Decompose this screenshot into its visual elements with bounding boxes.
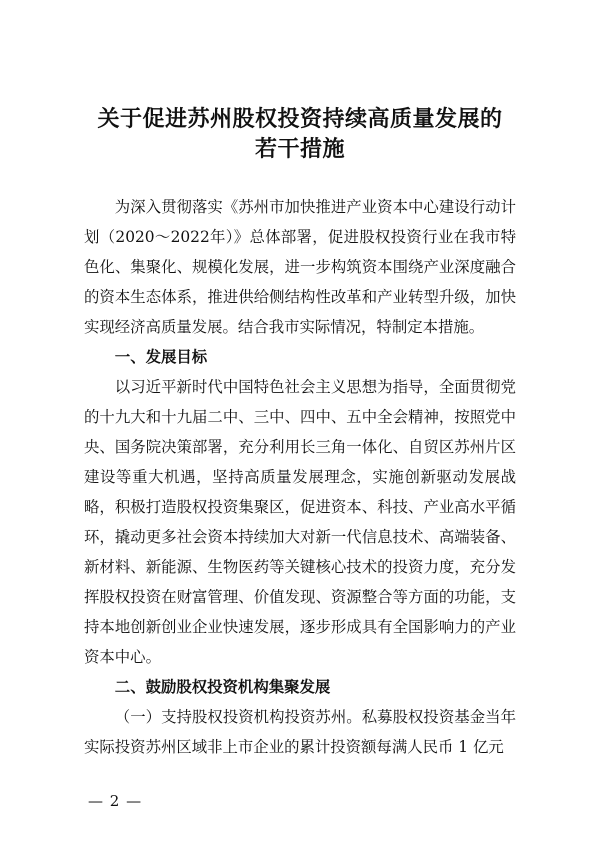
document-title-line-2: 若干措施 xyxy=(254,136,345,162)
document-title-line-1: 关于促进苏州股权投资持续高质量发展的 xyxy=(97,106,503,132)
section-2-item-1-paragraph: （一）支持股权投资机构投资苏州。私募股权投资基金当年实际投资苏州区域非上市企业的累计投资额每满人民币 1 亿元 xyxy=(84,708,516,756)
section-2-heading: 二、鼓励股权投资机构集聚发展 xyxy=(114,678,331,696)
page-number: — 2 — xyxy=(88,792,143,810)
document-body xyxy=(84,192,516,762)
section-1-heading: 一、发展目标 xyxy=(114,348,208,366)
intro-paragraph: 为深入贯彻落实《苏州市加快推进产业资本中心建设行动计划（2020～2022年）》总体部署，促进股权投资行业在我市特色化、集聚化、规模化发展，进一步构筑资本围绕产业深度融合的资本生态体系，推进供给侧结构性改革和产业转型升级，加快实现经济高质量发展。结合我市实际情况，特制定本措施。 xyxy=(84,198,516,336)
section-1-paragraph: 以习近平新时代中国特色社会主义思想为指导，全面贯彻党的十九大和十九届二中、三中、四中、五中全会精神，按照党中央、国务院决策部署，充分利用长三角一体化、自贸区苏州片区建设等重大机遇，坚持高质量发展理念，实施创新驱动发展战略，积极打造股权投资集聚区，促进资本、科技、产业高水平循环，撬动更多社会资本持续加大对新一代信息技术、高端装备、新材料、新能源、生物医药等关键核心技术的投资力度，充分发挥股权投资在财富管理、价值发现、资源整合等方面的功能，支持本地创新创业企业快速发展，逐步形成具有全国影响力的产业资本中心。 xyxy=(84,378,516,666)
